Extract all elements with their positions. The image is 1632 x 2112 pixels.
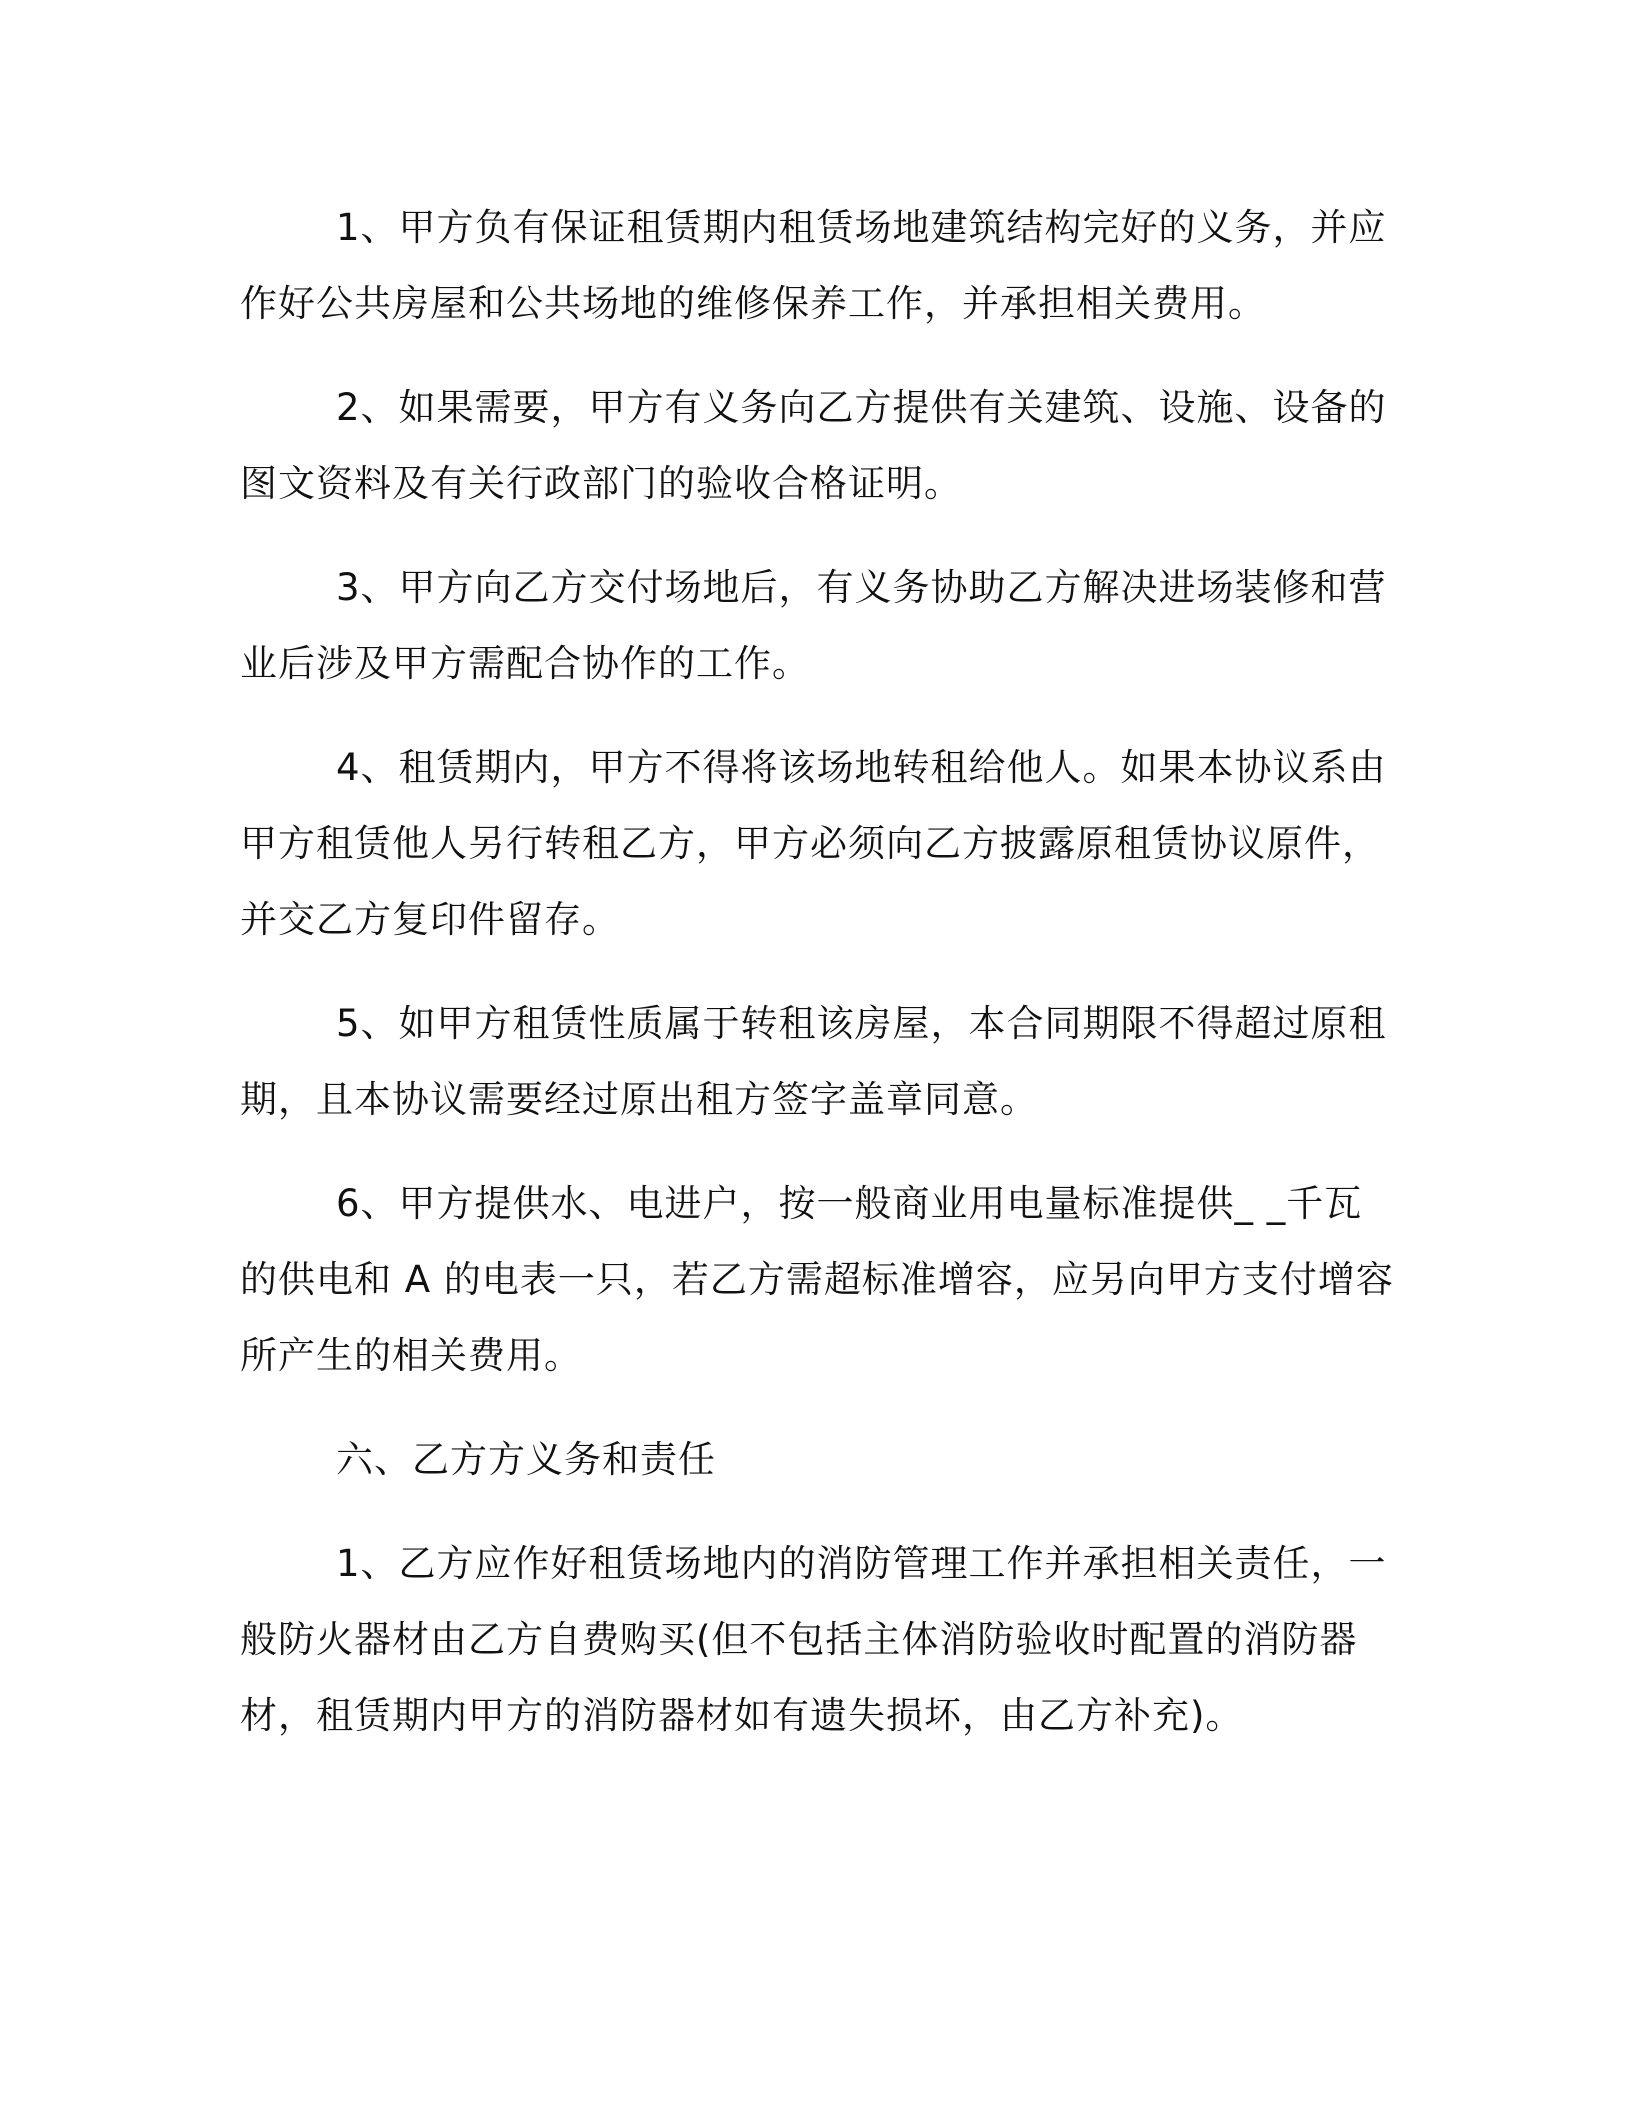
paragraph-2: 2、如果需要，甲方有义务向乙方提供有关建筑、设施、设备的图文资料及有关行政部门的验收合格证明。: [240, 386, 1387, 505]
paragraph-1: 1、甲方负有保证租赁期内租赁场地建筑结构完好的义务，并应作好公共房屋和公共场地的维修保养工作，并承担相关费用。: [240, 206, 1387, 325]
paragraph-4: 4、租赁期内，甲方不得将该场地转租给他人。如果本协议系由甲方租赁他人另行转租乙方，甲方必须向乙方披露原租赁协议原件，并交乙方复印件留存。: [240, 746, 1387, 941]
section-heading: 六、乙方方义务和责任: [336, 1438, 716, 1481]
paragraph-5: 5、如甲方租赁性质属于转租该房屋，本合同期限不得超过原租期，且本协议需要经过原出租方签字盖章同意。: [240, 1002, 1387, 1121]
paragraph-3: 3、甲方向乙方交付场地后，有义务协助乙方解决进场装修和营业后涉及甲方需配合协作的工作。: [240, 566, 1387, 685]
section-paragraph-1: 1、乙方应作好租赁场地内的消防管理工作并承担相关责任，一般防火器材由乙方自费购买(但不包括主体消防验收时配置的消防器材，租赁期内甲方的消防器材如有遗失损坏，由乙方补充)。: [240, 1542, 1387, 1737]
paragraph-6: 6、甲方提供水、电进户，按一般商业用电量标准提供_ _千瓦的供电和 A 的电表一只，若乙方需超标准增容，应另向甲方支付增容所产生的相关费用。: [240, 1182, 1394, 1377]
document-page: [240, 190, 1400, 1782]
